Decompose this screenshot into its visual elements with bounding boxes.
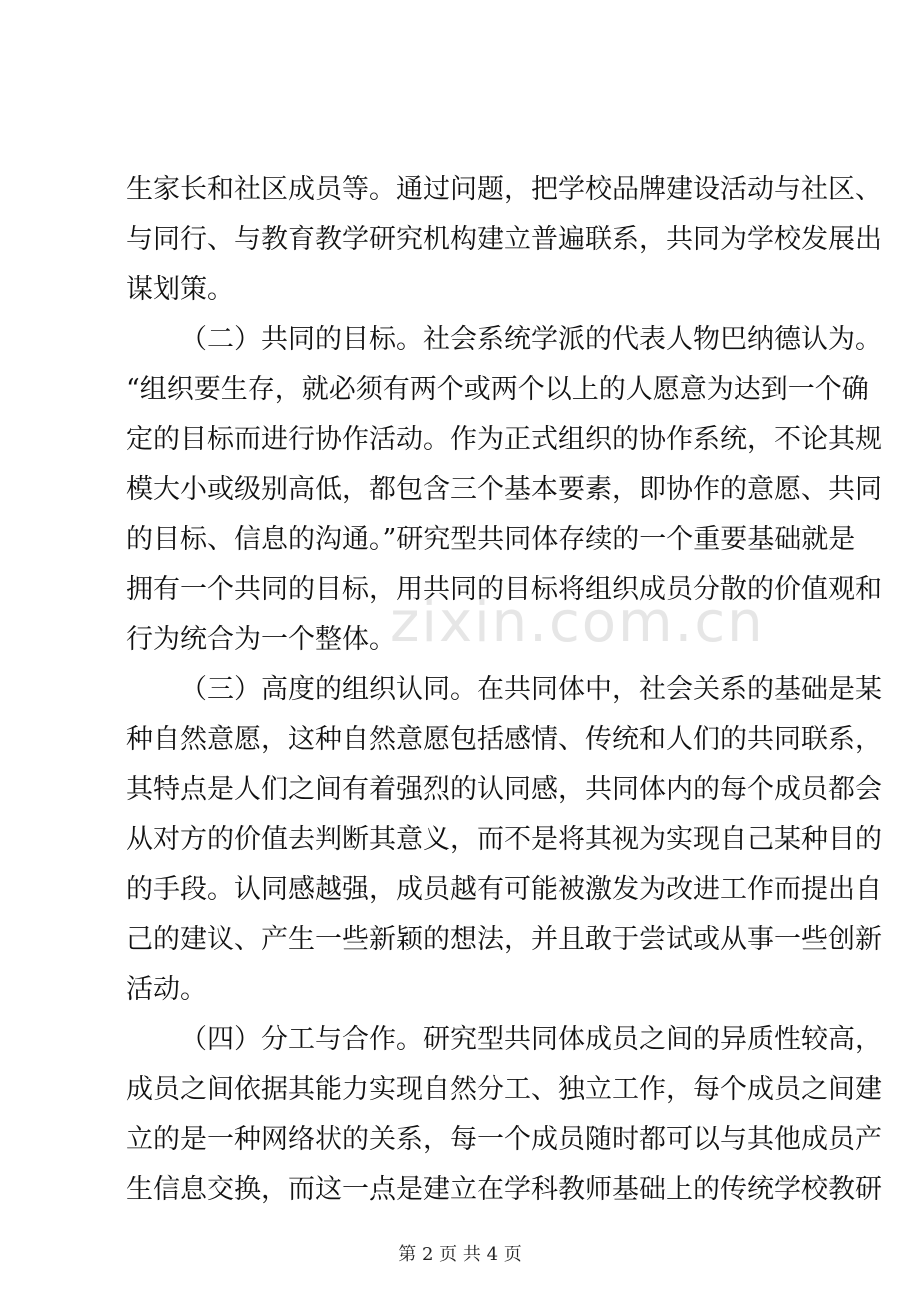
text-line: 与同行、与教育教学研究机构建立普遍联系，共同为学校发展出	[126, 224, 882, 255]
watermark: zixin.com.cn	[390, 590, 765, 655]
text-line: 的手段。认同感越强，成员越有可能被激发为改进工作而提出自	[126, 874, 882, 905]
text-line: 谋划策。	[126, 274, 234, 305]
text-line: 其特点是人们之间有着强烈的认同感，共同体内的每个成员都会	[126, 774, 882, 805]
text-line: 种自然意愿，这种自然意愿包括感情、传统和人们的共同联系，	[126, 724, 882, 755]
text-line: 生家长和社区成员等。通过问题，把学校品牌建设活动与社区、	[126, 174, 882, 205]
text-line: 从对方的价值去判断其意义，而不是将其视为实现自己某种目的	[126, 824, 882, 855]
paragraph-heading-line: （二）共同的目标。社会系统学派的代表人物巴纳德认为。	[180, 324, 882, 355]
text-line: 行为统合为一个整体。	[126, 624, 396, 655]
text-line: 立的是一种网络状的关系，每一个成员随时都可以与其他成员产	[126, 1124, 882, 1155]
text-line: 活动。	[126, 974, 207, 1005]
text-line: 成员之间依据其能力实现自然分工、独立工作，每个成员之间建	[126, 1074, 882, 1105]
text-line: 模大小或级别高低，都包含三个基本要素，即协作的意愿、共同	[126, 474, 882, 505]
paragraph-heading-line: （三）高度的组织认同。在共同体中，社会关系的基础是某	[180, 674, 882, 705]
text-line: 拥有一个共同的目标，用共同的目标将组织成员分散的价值观和	[126, 574, 882, 605]
paragraph-heading-line: （四）分工与合作。研究型共同体成员之间的异质性较高，	[180, 1024, 882, 1055]
text-line: 定的目标而进行协作活动。作为正式组织的协作系统，不论其规	[126, 424, 882, 455]
text-line: 的目标、信息的沟通。”研究型共同体存续的一个重要基础就是	[126, 524, 856, 555]
text-line: 己的建议、产生一些新颖的想法，并且敢于尝试或从事一些创新	[126, 924, 882, 955]
text-line: “组织要生存，就必须有两个或两个以上的人愿意为达到一个确	[126, 374, 869, 405]
page-number-footer: 第 2 页 共 4 页	[398, 1244, 522, 1265]
text-line: 生信息交换，而这一点是建立在学科教师基础上的传统学校教研	[126, 1174, 882, 1205]
